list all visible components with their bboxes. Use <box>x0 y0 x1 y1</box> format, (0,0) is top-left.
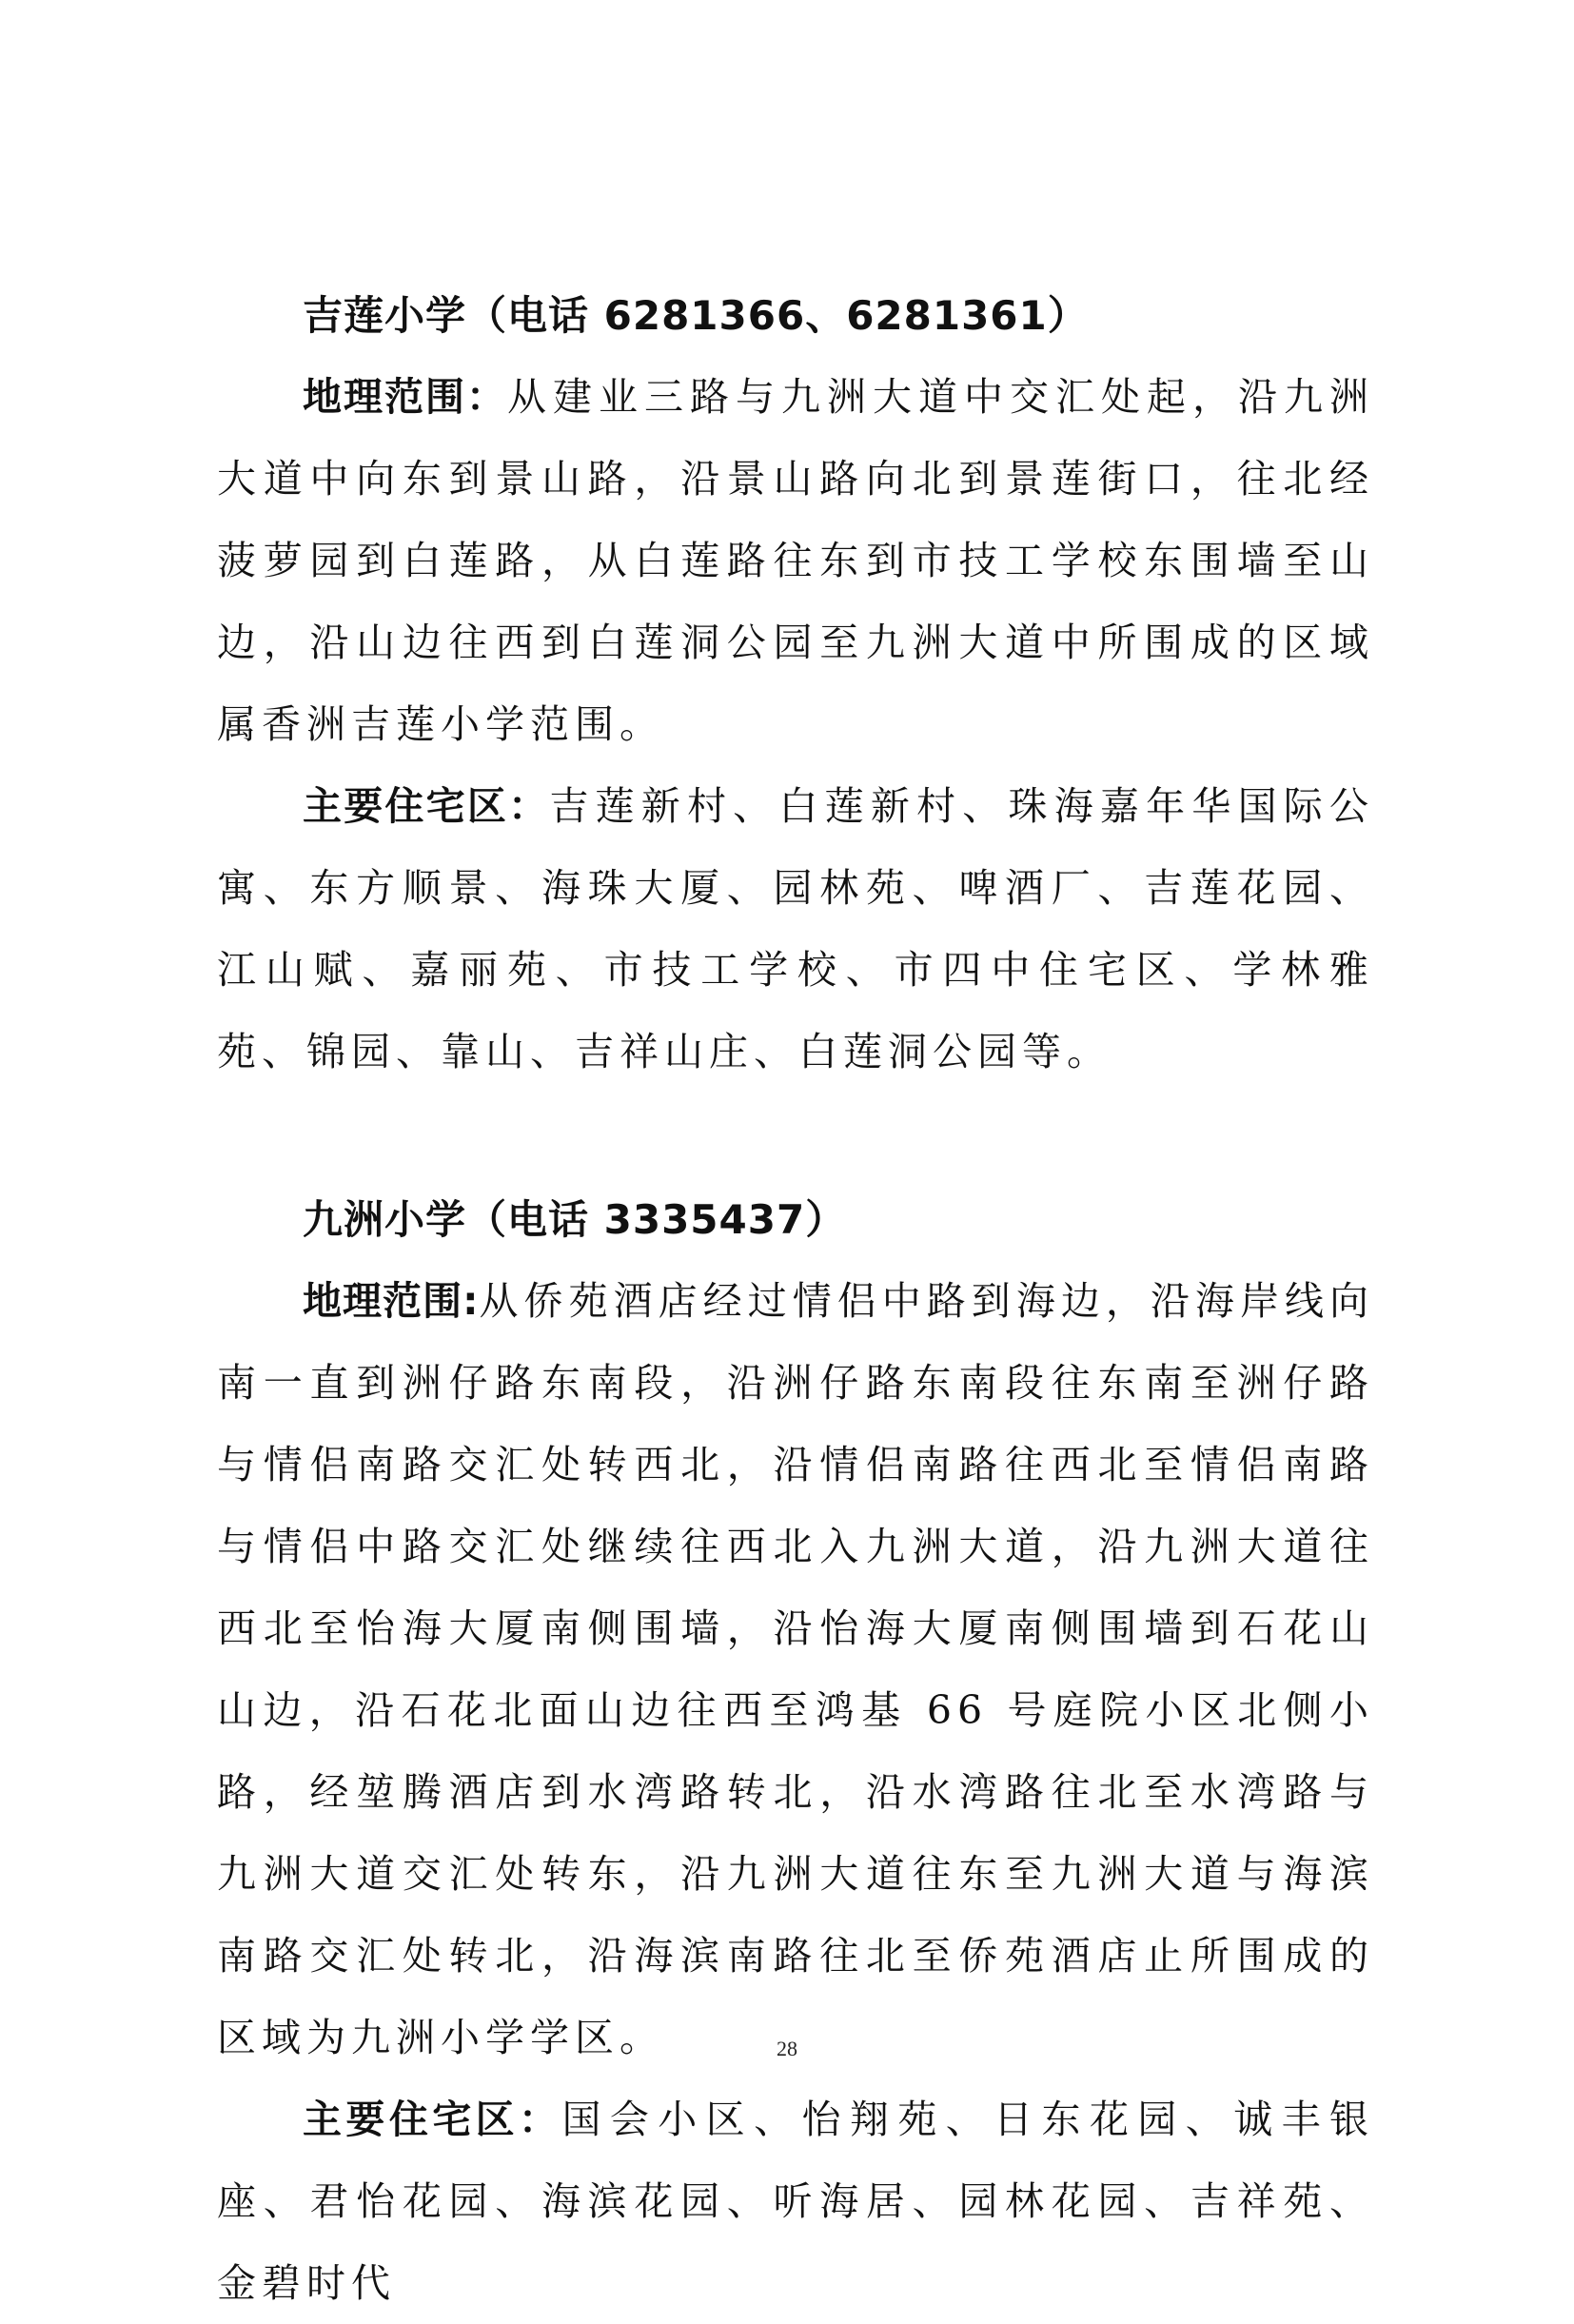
residential-areas-text: 吉莲新村、白莲新村、珠海嘉年华国际公寓、东方顺景、海珠大厦、园林苑、啤酒厂、吉莲花园、江山赋、嘉丽苑、市技工学校、市四中住宅区、学林雅苑、锦园、靠山、吉祥山庄、白莲洞公园等。 <box>217 783 1375 1074</box>
residential-areas-paragraph <box>217 2078 1374 2324</box>
geographic-range-text: 从侨苑酒店经过情侣中路到海边，沿海岸线向南一直到洲仔路东南段，沿洲仔路东南段往东南至洲仔路与情侣南路交汇处转西北，沿情侣南路往西北至情侣南路与情侣中路交汇处继续往西北入九洲大道，沿九洲大道往西北至怡海大厦南侧围墙，沿怡海大厦南侧围墙到石花山山边，沿石花北面山边往西至鸿基 66 号庭院小区北侧小路，经堃腾酒店到水湾路转北，沿水湾路往北至水湾路与九洲大道交汇处转东，沿九洲大道往东至九洲大道与海滨南路交汇处转北，沿海滨南路往北至侨苑酒店止所围成的区域为九洲小学学区。 <box>217 1278 1374 2060</box>
geographic-range-paragraph <box>217 356 1374 765</box>
residential-areas-text: 国会小区、怡翔苑、日东花园、诚丰银座、君怡花园、海滨花园、听海居、园林花园、吉祥苑、金碧时代 <box>217 2097 1375 2306</box>
geographic-range-paragraph <box>217 1260 1374 2078</box>
page-number: 28 <box>777 2037 797 2060</box>
section-jiuzhou-school <box>217 1180 1374 2324</box>
geographic-range-label: 地理范围: <box>303 1278 480 1324</box>
section-jilian-school <box>217 276 1374 1093</box>
residential-areas-label: 主要住宅区： <box>303 783 550 829</box>
content-column <box>217 276 1374 2324</box>
residential-areas-label: 主要住宅区： <box>303 2097 562 2142</box>
section-title: 吉莲小学（电话 6281366、6281361） <box>303 292 1089 339</box>
section-spacer <box>217 1093 1374 1180</box>
geographic-range-label: 地理范围： <box>303 374 507 420</box>
residential-areas-paragraph <box>217 765 1374 1093</box>
section-title: 九洲小学（电话 3335437） <box>303 1196 847 1243</box>
geographic-range-text: 从建业三路与九洲大道中交汇处起，沿九洲大道中向东到景山路，沿景山路向北到景莲街口，往北经菠萝园到白莲路，从白莲路往东到市技工学校东围墙至山边，沿山边往西到白莲洞公园至九洲大道中所围成的区域属香洲吉莲小学范围。 <box>217 374 1374 747</box>
